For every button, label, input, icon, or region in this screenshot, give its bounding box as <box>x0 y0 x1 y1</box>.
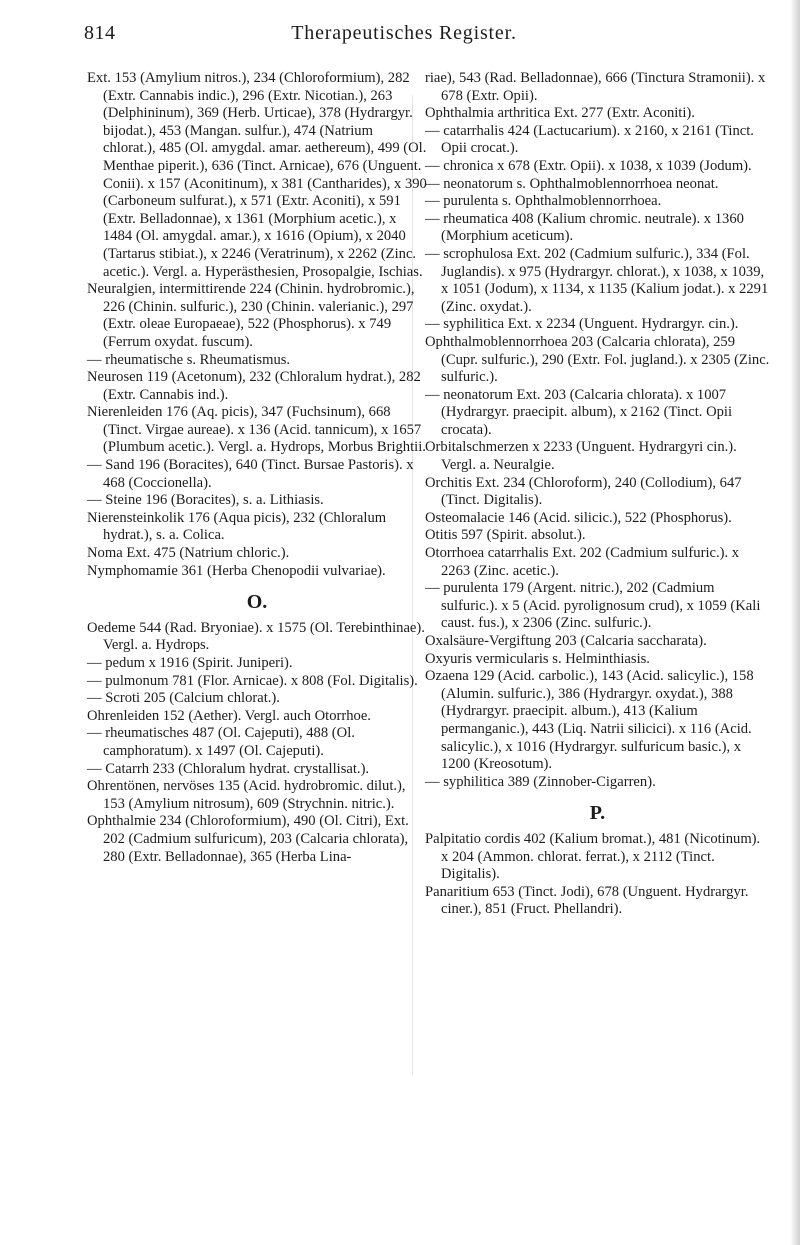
index-entry: Nierenleiden 176 (Aq. picis), 347 (Fuchsinum), 668 (Tinct. Virgae aureae). x 136 (Acid. tannicum), x 1657 (Plumbum acetic.). Vergl. a. Hydrops, Morbus Brightii. <box>87 404 426 456</box>
section-letter-o: O. <box>246 591 268 614</box>
index-entry: Ohrenleiden 152 (Aether). Vergl. auch Otorrhoe. <box>87 707 371 724</box>
index-entry: Ophthalmie 234 (Chloroformium), 490 (Ol. Citri), Ext. 202 (Cadmium sulfuricum), 203 (Calcaria chlorata), 280 (Extr. Belladonnae), 365 (Herba Lina- <box>87 813 409 865</box>
index-entry: riae), 543 (Rad. Belladonnae), 666 (Tinctura Stramonii). x 678 (Extr. Opii). <box>425 70 766 104</box>
index-entry: Osteomalacie 146 (Acid. silicic.), 522 (Phosphorus). <box>425 509 732 526</box>
index-entry: — rheumatische s. Rheumatismus. <box>87 351 291 368</box>
index-entry: Nierensteinkolik 176 (Aqua picis), 232 (Chloralum hydrat.), s. a. Colica. <box>87 509 387 544</box>
index-entry: — Steine 196 (Boracites), s. a. Lithiasis. <box>87 492 324 509</box>
index-entry: Ext. 153 (Amylium nitros.), 234 (Chloroformium), 282 (Extr. Cannabis indic.), 296 (Extr. Nicotian.), 263 (Delphininum), 369 (Herb. Urticae), 378 (Hydrargyr. bijodat.), 453 (Mangan. sulfur.), 474 (Natrium chlorat.), 485 (Ol. amygdal. amar. aethereum), 499 (Ol. Menthae piperit.), 636 (Tinct. Arnicae), 676 (Unguent. Conii). x 157 (Aconitinum), x 381 (Cantharides), x 390 (Carboneum sulfurat.), x 571 (Extr. Aconiti), x 591 (Extr. Belladonnae), x 1361 (Morphium acetic.), x 1484 (Ol. amygdal. amar.), x 1616 (Opium), x 2040 (Tartarus stibiat.), x 2246 (Veratrinum), x 2262 (Zinc. acetic.). Vergl. a. Hyperästhesien, Prosopalgie, Ischias. <box>87 70 427 280</box>
right-column <box>425 70 770 919</box>
index-entry: Ophthalmia arthritica Ext. 277 (Extr. Aconiti). <box>425 105 695 122</box>
index-entry: Panaritium 653 (Tinct. Jodi), 678 (Unguent. Hydrargyr. ciner.), 851 (Fruct. Phellandri). <box>425 883 749 918</box>
index-entry: Orbitalschmerzen x 2233 (Unguent. Hydrargyri cin.). Vergl. a. Neuralgie. <box>425 439 737 474</box>
index-entry: Ohrentönen, nervöses 135 (Acid. hydrobromic. dilut.), 153 (Amylium nitrosum), 609 (Strychnin. nitric.). <box>87 778 406 812</box>
index-entry: Oxalsäure-Vergiftung 203 (Calcaria saccharata). <box>425 633 707 649</box>
page-number: 814 <box>84 22 116 44</box>
index-entry: — Scroti 205 (Calcium chlorat.). <box>87 690 280 707</box>
index-entry: Neurosen 119 (Acetonum), 232 (Chloralum hydrat.), 282 (Extr. Cannabis ind.). <box>87 369 421 403</box>
index-entry: — rheumatica 408 (Kalium chromic. neutrale). x 1360 (Morphium aceticum). <box>425 210 744 245</box>
page-edge-shadow <box>790 0 800 1245</box>
left-column <box>87 70 427 866</box>
index-entry: Otorrhoea catarrhalis Ext. 202 (Cadmium sulfuric.). x 2263 (Zinc. acetic.). <box>425 545 740 579</box>
index-entry: — syphilitica Ext. x 2234 (Unguent. Hydrargyr. cin.). <box>425 316 739 333</box>
index-entry: — rheumatisches 487 (Ol. Cajeputi), 488 (Ol. camphoratum). x 1497 (Ol. Cajeputi). <box>87 725 355 759</box>
index-entry: — chronica x 678 (Extr. Opii). x 1038, x 1039 (Jodum). <box>425 157 752 174</box>
index-entry: Orchitis Ext. 234 (Chloroform), 240 (Collodium), 647 (Tinct. Digitalis). <box>425 474 742 509</box>
index-entry: Neuralgien, intermittirende 224 (Chinin. hydrobromic.), 226 (Chinin. sulfuric.), 230 (Chinin. valerianic.), 297 (Extr. oleae Europaeae), 522 (Phosphorus). x 749 (Ferrum oxydat. fuscum). <box>87 281 415 350</box>
index-entry: — catarrhalis 424 (Lactucarium). x 2160, x 2161 (Tinct. Opii crocat.). <box>425 122 754 157</box>
index-entry: Oedeme 544 (Rad. Bryoniae). x 1575 (Ol. Terebinthinae). Vergl. a. Hydrops. <box>87 619 425 654</box>
index-entry: Otitis 597 (Spirit. absolut.). <box>425 527 586 544</box>
index-entry: — neonatorum Ext. 203 (Calcaria chlorata). x 1007 (Hydrargyr. praecipit. album), x 2162 (Tinct. Opii crocata). <box>425 386 733 438</box>
index-entry: Nymphomamie 361 (Herba Chenopodii vulvariae). <box>87 562 386 579</box>
index-entry: — pulmonum 781 (Flor. Arnicae). x 808 (Fol. Digitalis). <box>87 672 418 689</box>
index-entry: Oxyuris vermicularis s. Helminthiasis. <box>425 650 650 667</box>
index-entry: — pedum x 1916 (Spirit. Juniperi). <box>87 655 293 671</box>
index-entry: — neonatorum s. Ophthalmoblennorrhoea neonat. <box>425 175 719 192</box>
running-title: Therapeutisches Register. <box>291 22 517 44</box>
section-letter-p: P. <box>589 802 606 825</box>
index-entry: Noma Ext. 475 (Natrium chloric.). <box>87 545 290 562</box>
index-entry: — syphilitica 389 (Zinnober-Cigarren). <box>425 773 656 790</box>
index-entry: — scrophulosa Ext. 202 (Cadmium sulfuric.), 334 (Fol. Juglandis). x 975 (Hydrargyr. chlorat.), x 1038, x 1039, x 1051 (Jodum), x 1134, x 1135 (Kalium jodat.). x 2291 (Zinc. oxydat.). <box>425 245 769 315</box>
index-entry: — purulenta 179 (Argent. nitric.), 202 (Cadmium sulfuric.). x 5 (Acid. pyrolignosum crud), x 1059 (Kali caust. fus.), x 2306 (Zinc. sulfuric.). <box>425 580 761 632</box>
index-entry: — purulenta s. Ophthalmoblennorrhoea. <box>425 193 662 210</box>
index-entry: Ozaena 129 (Acid. carbolic.), 143 (Acid. salicylic.), 158 (Alumin. sulfuric.), 386 (Hydrargyr. oxydat.), 388 (Hydrargyr. praecipit. album.), 413 (Kalium permanganic.), 443 (Liq. Natrii silicici). x 116 (Acid. salicylic.), x 1016 (Hydrargyr. sulfuricum basic.), x 1200 (Kreosotum). <box>425 668 754 773</box>
index-entry: — Catarrh 233 (Chloralum hydrat. crystallisat.). <box>87 760 370 777</box>
page-header <box>84 16 724 56</box>
index-entry: Ophthalmoblennorrhoea 203 (Calcaria chlorata), 259 (Cupr. sulfuric.), 290 (Extr. Fol. jugland.). x 2305 (Zinc. sulfuric.). <box>425 333 770 386</box>
index-entry: — Sand 196 (Boracites), 640 (Tinct. Bursae Pastoris). x 468 (Coccionella). <box>87 457 414 491</box>
index-entry: Palpitatio cordis 402 (Kalium bromat.), 481 (Nicotinum). x 204 (Ammon. chlorat. ferrat.), x 2112 (Tinct. Digitalis). <box>425 830 761 883</box>
